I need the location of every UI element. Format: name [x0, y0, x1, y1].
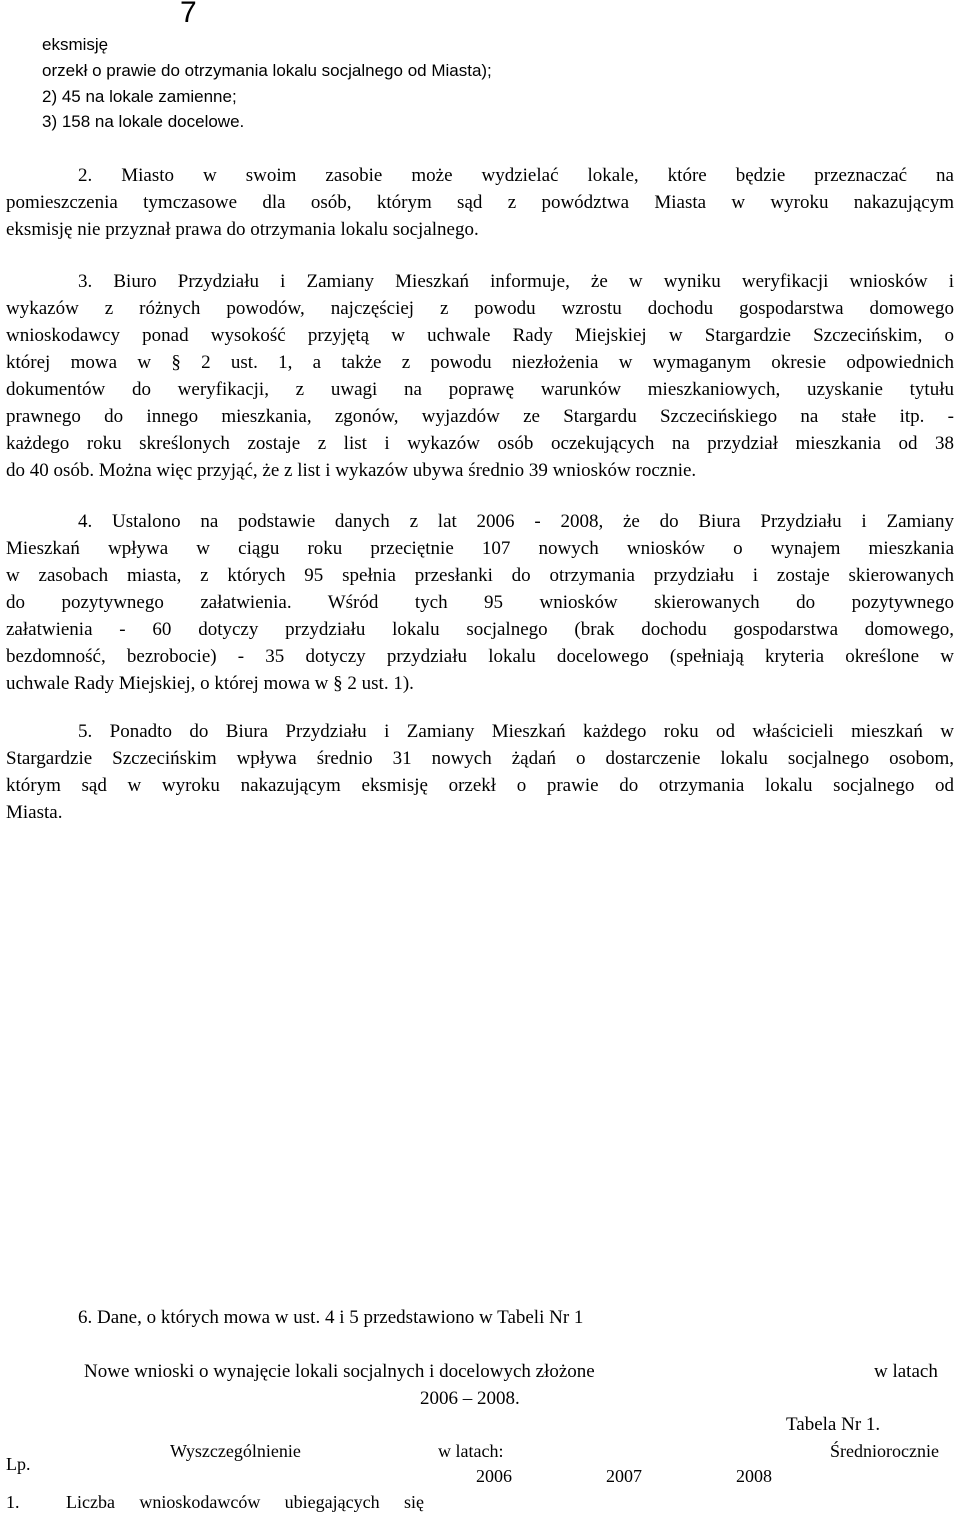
paragraph-line: 4. Ustalono na podstawie danych z lat 2006 - 2008, że do Biura Przydziału i Zamiany [78, 511, 954, 532]
intro-line-3: 2) 45 na lokale zamienne; [42, 87, 237, 106]
paragraph-line: Mieszkań wpływa w ciągu roku przeciętnie 107 nowych wniosków o wynajem mieszkania [6, 538, 954, 559]
table-header-spec: Wyszczególnienie [170, 1441, 301, 1461]
table-header-year-2007: 2007 [606, 1466, 642, 1486]
paragraph-line: Stargardzie Szczecińskim wpływa średnio 31 nowych żądań o dostarczenie lokalu socjalnego osobom, [6, 748, 954, 769]
paragraph-2 [6, 162, 954, 243]
paragraph-line: wykazów z różnych powodów, najczęściej z powodu wzrostu dochodu gospodarstwa domowego [6, 298, 954, 319]
paragraph-line: 5. Ponadto do Biura Przydziału i Zamiany Mieszkań każdego roku od właścicieli mieszkań w [78, 721, 954, 742]
paragraph-line: dokumentów do weryfikacji, z uwagi na poprawę warunków mieszkaniowych, uzyskanie tytułu [6, 379, 954, 400]
paragraph-line: załatwienia - 60 dotyczy przydziału lokalu socjalnego (brak dochodu gospodarstwa domowego, [6, 619, 954, 640]
paragraph-line: do pozytywnego załatwienia. Wśród tych 95 wniosków skierowanych do pozytywnego [6, 592, 954, 613]
table-row-1-lp: 1. [6, 1492, 20, 1512]
paragraph-line: do 40 osób. Można więc przyjąć, że z list i wykazów ubywa średnio 39 wniosków rocznie. [6, 460, 697, 481]
intro-line-2: orzekł o prawie do otrzymania lokalu socjalnego od Miasta); [42, 61, 492, 80]
paragraph-line: którym sąd w wyroku nakazującym eksmisję orzekł o prawie do otrzymania lokalu socjalnego od [6, 775, 954, 796]
paragraph-line: każdego roku skreślonych zostaje z list i wykazów osób oczekujących na przydział mieszkania od 38 [6, 433, 954, 454]
table-header-year-2006: 2006 [476, 1466, 512, 1486]
table-title-suffix: w latach [874, 1361, 938, 1382]
paragraph-4 [6, 508, 954, 697]
paragraph-line: 3. Biuro Przydziału i Zamiany Mieszkań informuje, że w wyniku weryfikacji wniosków i [78, 271, 954, 292]
paragraph-line: pomieszczenia tymczasowe dla osób, którym sąd z powództwa Miasta w wyroku nakazującym [6, 192, 954, 213]
paragraph-line: w zasobach miasta, z których 95 spełnia przesłanki do otrzymania przydziału i zostaje skierowanych [6, 565, 954, 586]
paragraph-line: uchwale Rady Miejskiej, o której mowa w § 2 ust. 1). [6, 673, 414, 694]
paragraph-5 [6, 718, 954, 826]
paragraph-line: której mowa w § 2 ust. 1, a także z powodu niezłożenia w wymaganym okresie odpowiednich [6, 352, 954, 373]
intro-line-4: 3) 158 na lokale docelowe. [42, 112, 245, 131]
table-title: Nowe wnioski o wynajęcie lokali socjalnych i docelowych złożone [84, 1361, 595, 1382]
intro-line-1: eksmisję [42, 35, 109, 54]
paragraph-line: eksmisję nie przyznał prawa do otrzymania lokalu socjalnego. [6, 219, 479, 240]
paragraph-6: 6. Dane, o których mowa w ust. 4 i 5 przedstawiono w Tabeli Nr 1 [78, 1307, 584, 1328]
paragraph-3 [6, 268, 954, 484]
paragraph-line: wnioskodawcy ponad wysokość przyjętą w uchwale Rady Miejskiej w Stargardzie Szczecińskim, o [6, 325, 954, 346]
paragraph-line: bezdomność, bezrobocie) - 35 dotyczy przydziału lokalu docelowego (spełniają kryteria określone w [6, 646, 954, 667]
table-header-average: Średniorocznie [830, 1441, 939, 1461]
table-label: Tabela Nr 1. [786, 1414, 881, 1435]
paragraph-line: Miasta. [6, 802, 63, 823]
paragraph-line: prawnego do innego mieszkania, zgonów, wyjazdów ze Stargardu Szczecińskiego na stałe itp. - [6, 406, 954, 427]
table-title-years: 2006 – 2008. [420, 1388, 520, 1409]
table-header-year-2008: 2008 [736, 1466, 772, 1486]
table-row-1-spec: Liczba wnioskodawców ubiegających się [66, 1492, 424, 1512]
table-header-lp: Lp. [6, 1454, 31, 1474]
page-number: 7 [180, 0, 197, 29]
table-header-years-label: w latach: [438, 1441, 504, 1461]
paragraph-line: 2. Miasto w swoim zasobie może wydzielać lokale, które będzie przeznaczać na [78, 165, 954, 186]
